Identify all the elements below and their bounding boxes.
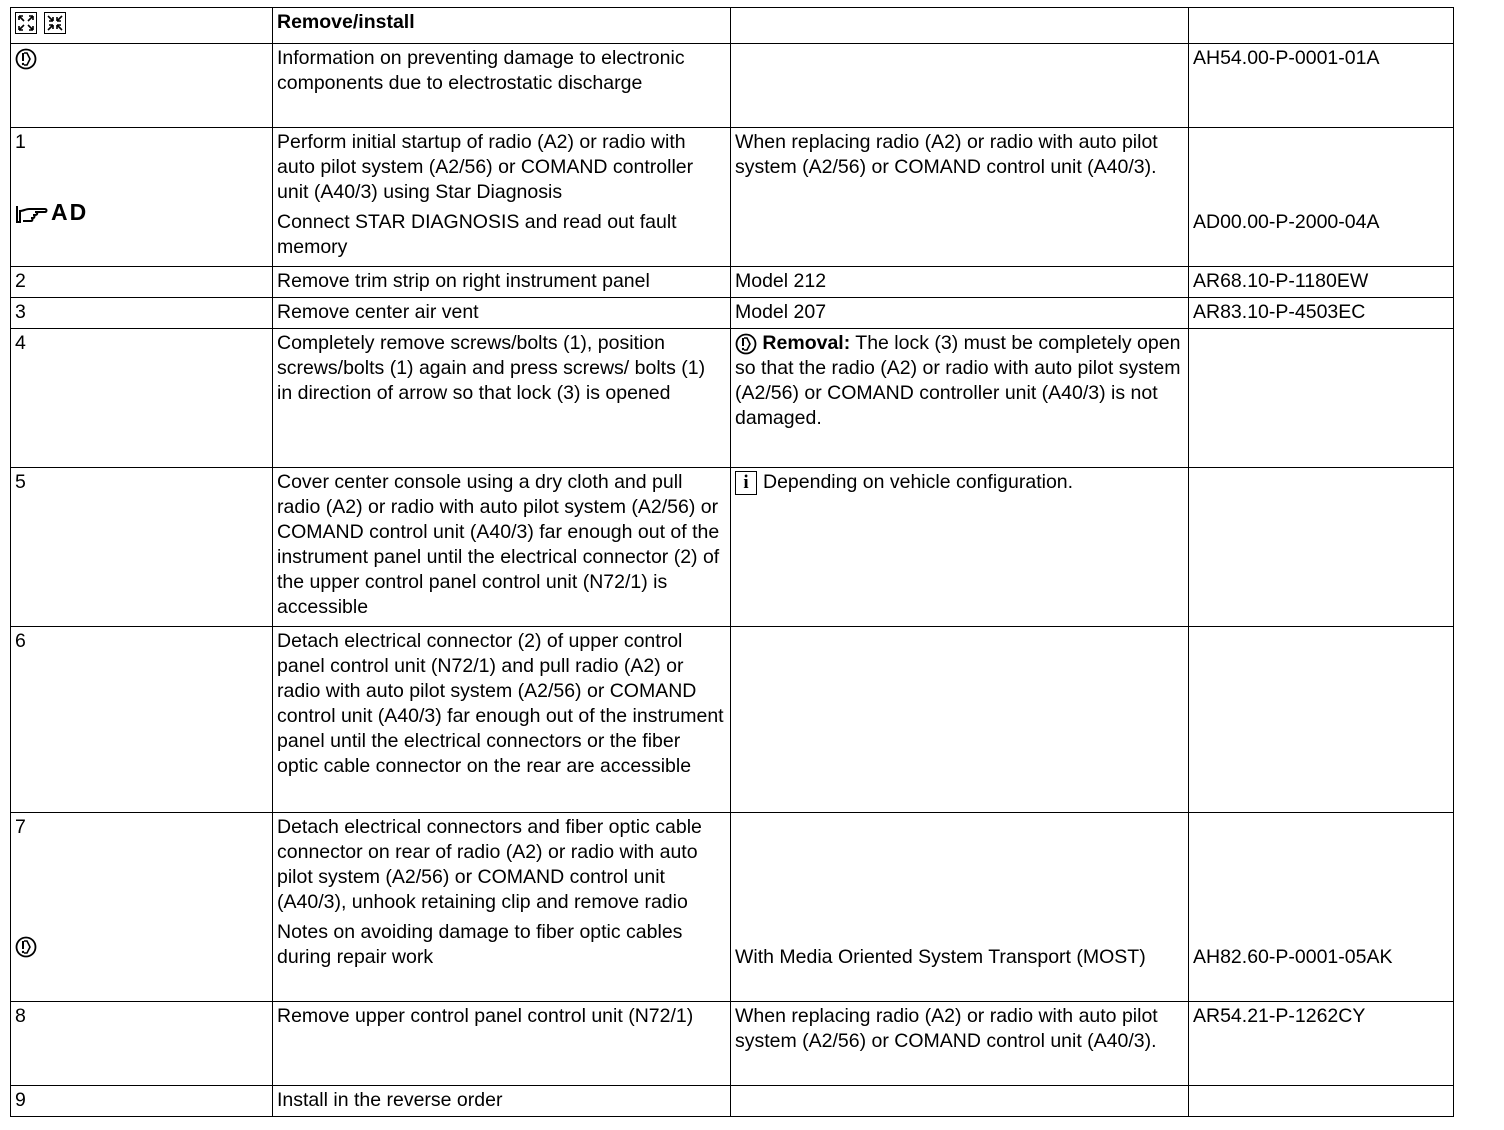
table-row xyxy=(11,1002,1454,1086)
table-row xyxy=(11,1086,1454,1117)
note-text: When replacing radio (A2) or radio with auto pilot system (A2/56) or COMAND control unit (A40/3). xyxy=(731,128,1189,267)
instruction-text: Completely remove screws/bolts (1), position screws/bolts (1) again and press screws/ bolts (1) in direction of arrow so that lock (3) is opened xyxy=(273,329,731,468)
instruction-text: Information on preventing damage to electronic components due to electrostatic discharge xyxy=(273,44,731,128)
reference-link[interactable] xyxy=(1189,468,1454,627)
note-cell xyxy=(731,813,1189,1002)
step-number: 7 xyxy=(15,816,26,838)
note-cell xyxy=(731,468,1189,627)
warning-icon xyxy=(15,936,37,958)
instruction-text: Remove upper control panel control unit (N72/1) xyxy=(273,1002,731,1086)
step-number: 2 xyxy=(11,267,273,298)
note-text xyxy=(731,627,1189,813)
ad-label: AD xyxy=(51,199,89,226)
instruction-text: Detach electrical connectors and fiber optic cable connector on rear of radio (A2) or radio with auto pilot system (A2/56) or COMAND control unit (A40/3), unhook retaining clip and remove radio xyxy=(277,816,702,913)
table-row xyxy=(11,267,1454,298)
reference-link[interactable] xyxy=(1189,1086,1454,1117)
header-col4 xyxy=(1189,8,1454,44)
warning-icon xyxy=(15,48,37,70)
reference-link[interactable] xyxy=(1189,329,1454,468)
note-text: Depending on vehicle configuration. xyxy=(763,471,1074,493)
pointing-hand-icon xyxy=(15,202,51,224)
reference-cell xyxy=(1189,813,1454,1002)
reference-link[interactable]: AR54.21-P-1262CY xyxy=(1189,1002,1454,1086)
header-icons-cell xyxy=(11,8,273,44)
table-row xyxy=(11,298,1454,329)
ad-marker xyxy=(15,200,267,225)
step-cell xyxy=(11,128,273,267)
note-text xyxy=(731,44,1189,128)
instruction-text: Remove center air vent xyxy=(273,298,731,329)
step-number: 8 xyxy=(11,1002,273,1086)
reference-link[interactable] xyxy=(1189,627,1454,813)
reference-link[interactable]: AH82.60-P-0001-05AK xyxy=(1193,946,1393,968)
instruction-text: Install in the reverse order xyxy=(273,1086,731,1117)
step-number: 9 xyxy=(11,1086,273,1117)
instruction-cell xyxy=(273,813,731,1002)
step-cell xyxy=(11,44,273,128)
note-text: The lock (3) must be completely open so that the radio (A2) or radio with auto pilot system (A2/56) or COMAND controller unit (A40/3) is not damaged. xyxy=(735,332,1181,429)
reference-link[interactable]: AR83.10-P-4503EC xyxy=(1189,298,1454,329)
header-row xyxy=(11,8,1454,44)
table-row xyxy=(11,329,1454,468)
expand-all-icon[interactable] xyxy=(15,12,37,34)
instruction-text: Connect STAR DIAGNOSIS and read out fault memory xyxy=(277,211,677,258)
reference-link[interactable]: AH54.00-P-0001-01A xyxy=(1189,44,1454,128)
header-col3 xyxy=(731,8,1189,44)
reference-cell xyxy=(1189,128,1454,267)
procedure-table xyxy=(10,7,1454,1117)
instruction-text: Detach electrical connector (2) of upper control panel control unit (N72/1) and pull radio (A2) or radio with auto pilot system (A2/56) or COMAND control unit (A40/3) far enough out of the instrument panel until the electrical connectors or the fiber optic cable connector on the rear are accessible xyxy=(273,627,731,813)
note-text xyxy=(731,1086,1189,1117)
step-cell xyxy=(11,813,273,1002)
header-title: Remove/install xyxy=(273,8,731,44)
table-row xyxy=(11,44,1454,128)
reference-link[interactable]: AR68.10-P-1180EW xyxy=(1189,267,1454,298)
step-number: 3 xyxy=(11,298,273,329)
note-text: Model 212 xyxy=(731,267,1189,298)
note-label: Removal: xyxy=(762,332,851,354)
note-text: With Media Oriented System Transport (MOST) xyxy=(735,946,1146,968)
collapse-all-icon[interactable] xyxy=(44,12,66,34)
step-number: 4 xyxy=(11,329,273,468)
table-row xyxy=(11,627,1454,813)
note-cell xyxy=(731,329,1189,468)
note-text: When replacing radio (A2) or radio with auto pilot system (A2/56) or COMAND control unit (A40/3). xyxy=(731,1002,1189,1086)
instruction-text: Notes on avoiding damage to fiber optic cables during repair work xyxy=(277,921,683,968)
warning-icon xyxy=(735,333,757,355)
info-icon: i xyxy=(735,471,757,495)
instruction-cell xyxy=(273,128,731,267)
instruction-text: Perform initial startup of radio (A2) or radio with auto pilot system (A2/56) or COMAND controller unit (A40/3) using Star Diagnosis xyxy=(277,131,694,203)
instruction-text: Cover center console using a dry cloth and pull radio (A2) or radio with auto pilot system (A2/56) or COMAND control unit (A40/3) far enough out of the instrument panel until the electrical connector (2) of the upper control panel control unit (N72/1) is accessible xyxy=(273,468,731,627)
step-number: 1 xyxy=(15,131,26,153)
reference-link[interactable]: AD00.00-P-2000-04A xyxy=(1193,211,1380,233)
step-number: 5 xyxy=(11,468,273,627)
table-row xyxy=(11,813,1454,1002)
instruction-text: Remove trim strip on right instrument panel xyxy=(273,267,731,298)
table-row xyxy=(11,468,1454,627)
step-number: 6 xyxy=(11,627,273,813)
note-text: Model 207 xyxy=(731,298,1189,329)
table-row xyxy=(11,128,1454,267)
